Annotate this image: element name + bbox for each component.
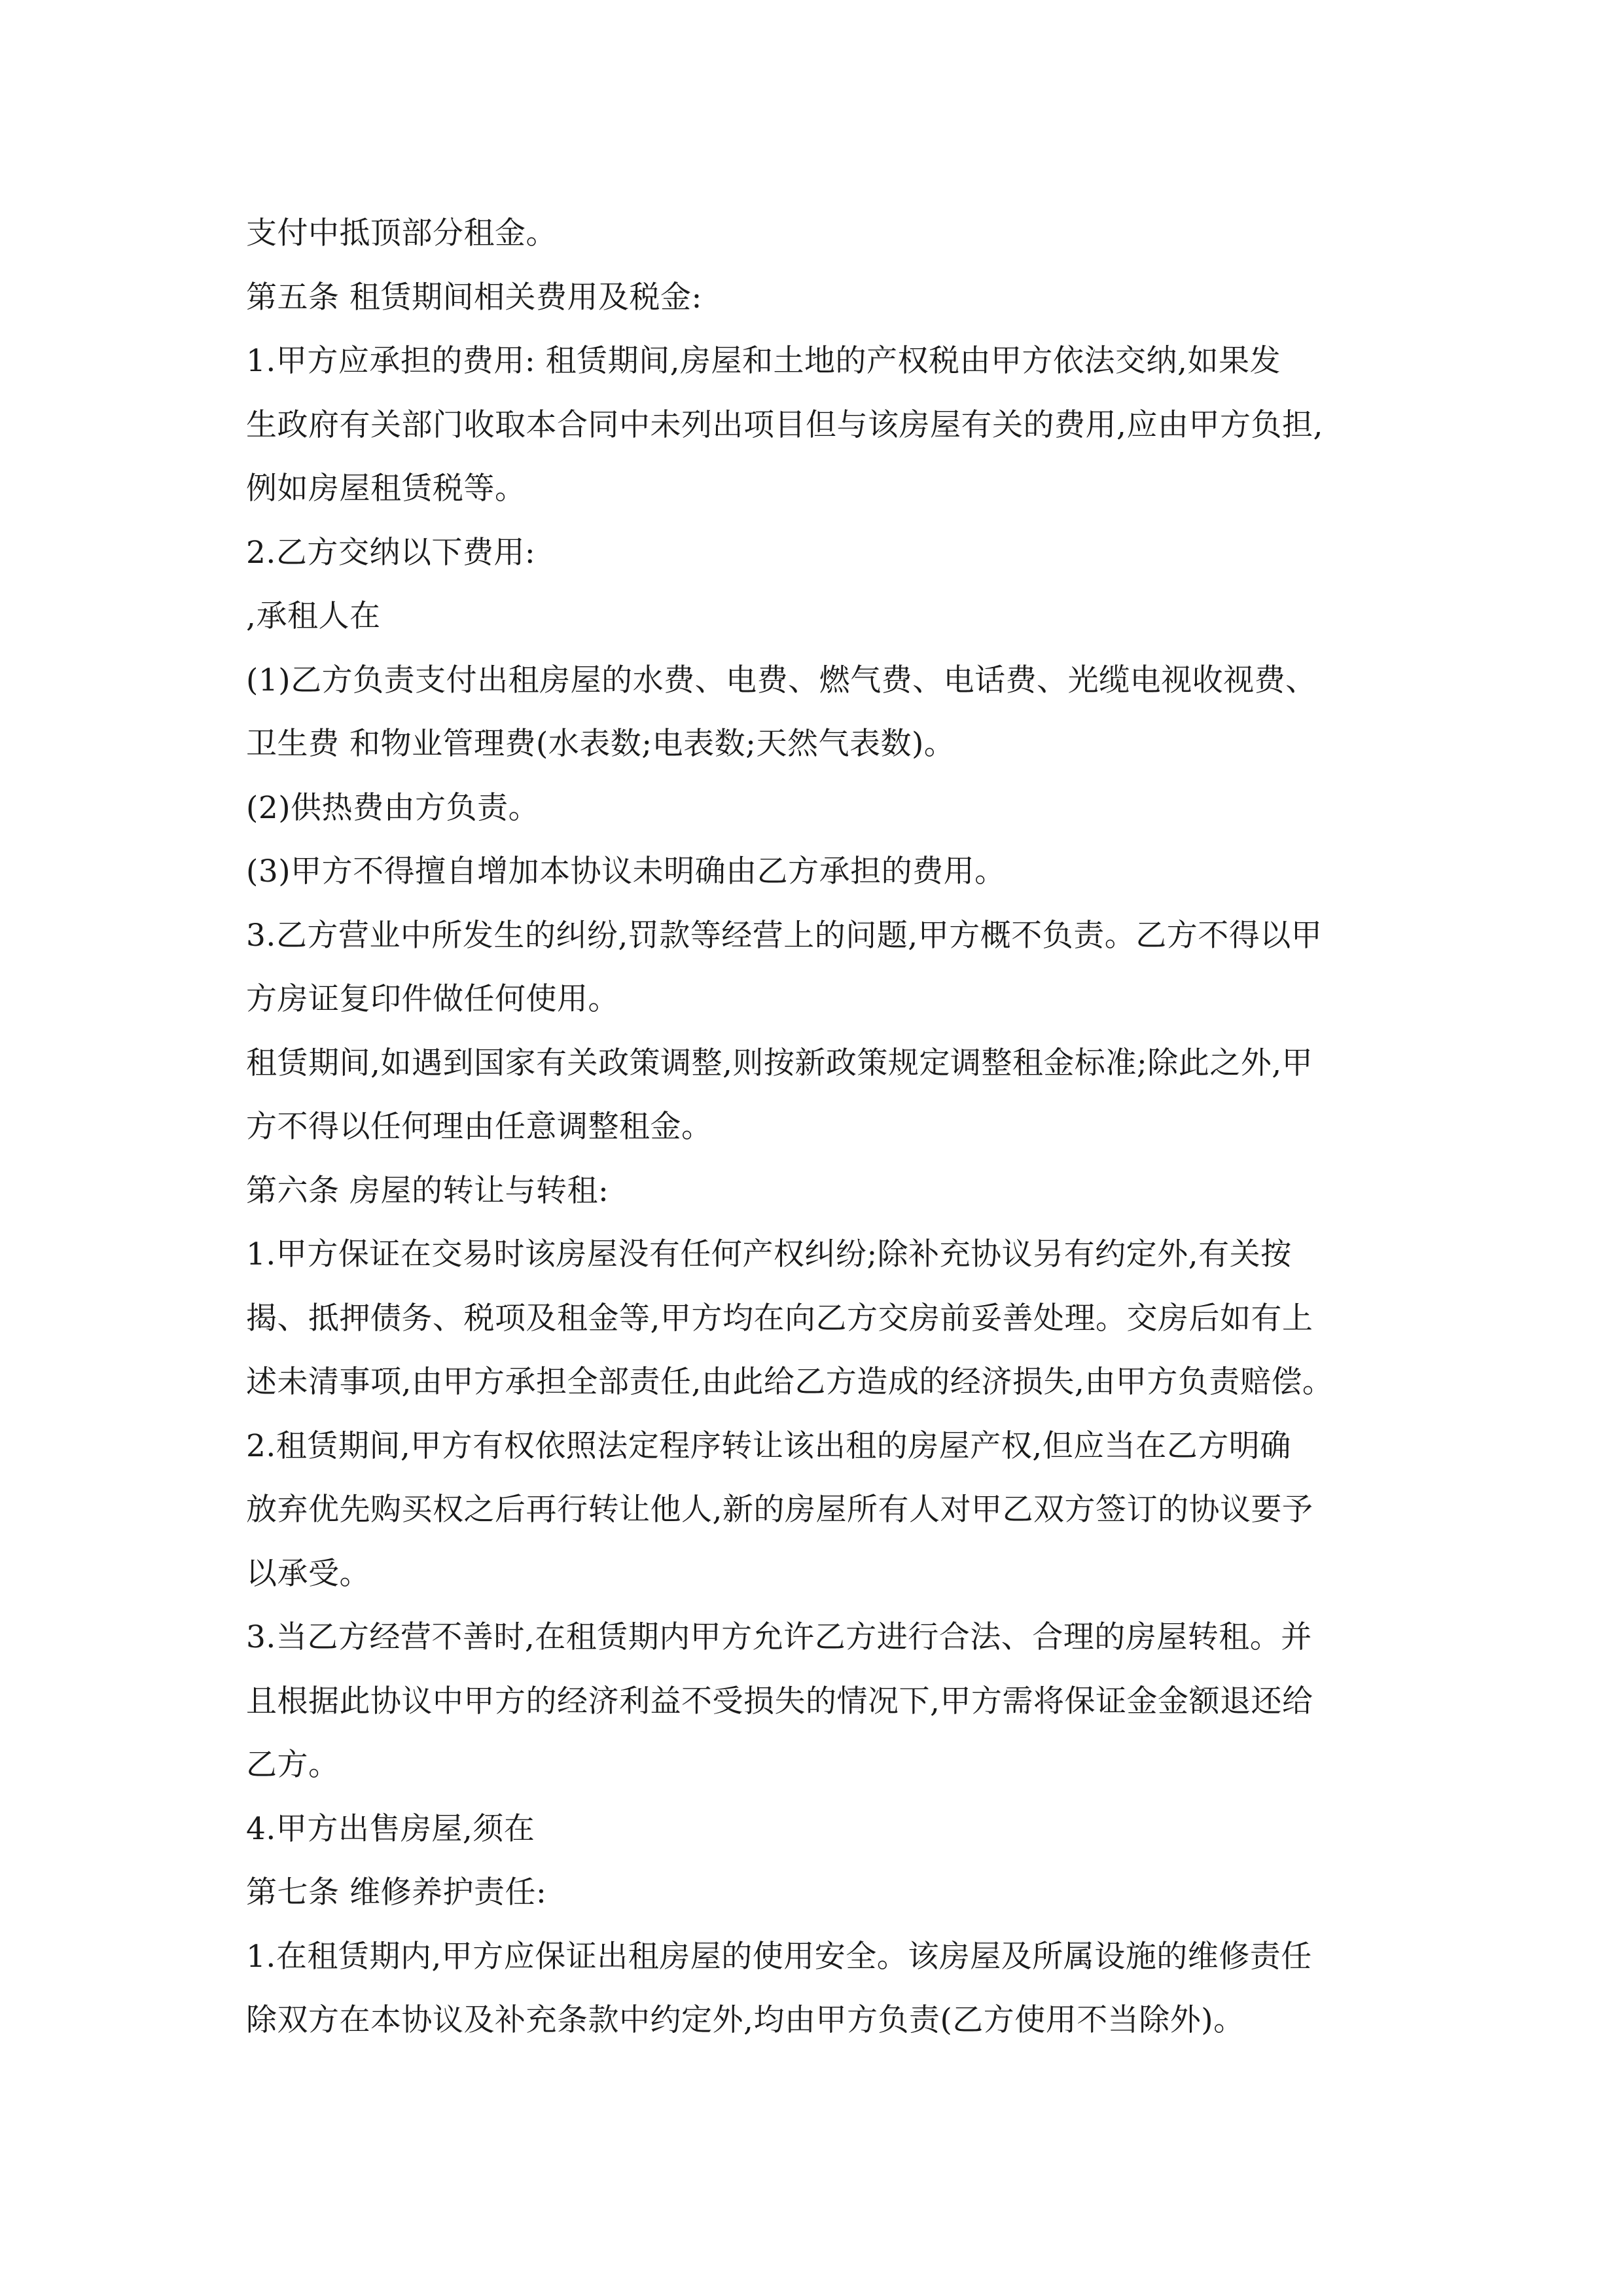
article-heading: 第五条 租赁期间相关费用及税金: <box>246 279 702 315</box>
article-heading: 第六条 房屋的转让与转租: <box>246 1172 609 1209</box>
text-line: 例如房屋租赁税等。 <box>246 471 526 507</box>
text-line: 且根据此协议中甲方的经济利益不受损失的情况下,甲方需将保证金金额退还给 <box>246 1683 1313 1719</box>
text-line: 租赁期间,如遇到国家有关政策调整,则按新政策规定调整租金标准;除此之外,甲 <box>246 1045 1313 1081</box>
text-line: 揭、抵押债务、税项及租金等,甲方均在向乙方交房前妥善处理。交房后如有上 <box>246 1300 1313 1336</box>
text-line: 放弃优先购买权之后再行转让他人,新的房屋所有人对甲乙双方签订的协议要予 <box>246 1492 1313 1528</box>
text-line: (2)供热费由方负责。 <box>246 789 540 826</box>
article-heading: 第七条 维修养护责任: <box>246 1874 547 1910</box>
text-line: (1)乙方负责支付出租房屋的水费、电费、燃气费、电话费、光缆电视收视费、 <box>246 662 1317 698</box>
document-page <box>246 202 1398 2053</box>
text-line: 方房证复印件做任何使用。 <box>246 981 619 1017</box>
text-line: 以承受。 <box>246 1555 370 1592</box>
text-line: 1.甲方应承担的费用: 租赁期间,房屋和土地的产权税由甲方依法交纳,如果发 <box>246 343 1281 379</box>
text-line: 乙方。 <box>246 1747 340 1783</box>
text-line: ,承租人在 <box>246 598 381 634</box>
text-line: 2.租赁期间,甲方有权依照法定程序转让该出租的房屋产权,但应当在乙方明确 <box>246 1427 1291 1464</box>
text-line: (3)甲方不得擅自增加本协议未明确由乙方承担的费用。 <box>246 853 1006 889</box>
text-line: 1.在租赁期内,甲方应保证出租房屋的使用安全。该房屋及所属设施的维修责任 <box>246 1938 1312 1975</box>
text-line: 支付中抵顶部分租金。 <box>246 215 557 251</box>
text-line: 生政府有关部门收取本合同中未列出项目但与该房屋有关的费用,应由甲方负担, <box>246 406 1323 443</box>
text-line: 方不得以任何理由任意调整租金。 <box>246 1109 713 1145</box>
text-line: 3.乙方营业中所发生的纠纷,罚款等经营上的问题,甲方概不负责。乙方不得以甲 <box>246 917 1323 954</box>
text-line: 述未清事项,由甲方承担全部责任,由此给乙方造成的经济损失,由甲方负责赔偿。 <box>246 1364 1334 1400</box>
text-line: 卫生费 和物业管理费(水表数;电表数;天然气表数)。 <box>246 726 955 762</box>
text-line: 3.当乙方经营不善时,在租赁期内甲方允许乙方进行合法、合理的房屋转租。并 <box>246 1619 1312 1655</box>
text-line: 除双方在本协议及补充条款中约定外,均由甲方负责(乙方使用不当除外)。 <box>246 2002 1245 2038</box>
text-line: 4.甲方出售房屋,须在 <box>246 1810 535 1847</box>
text-line: 1.甲方保证在交易时该房屋没有任何产权纠纷;除补充协议另有约定外,有关按 <box>246 1236 1292 1272</box>
text-line: 2.乙方交纳以下费用: <box>246 534 536 571</box>
